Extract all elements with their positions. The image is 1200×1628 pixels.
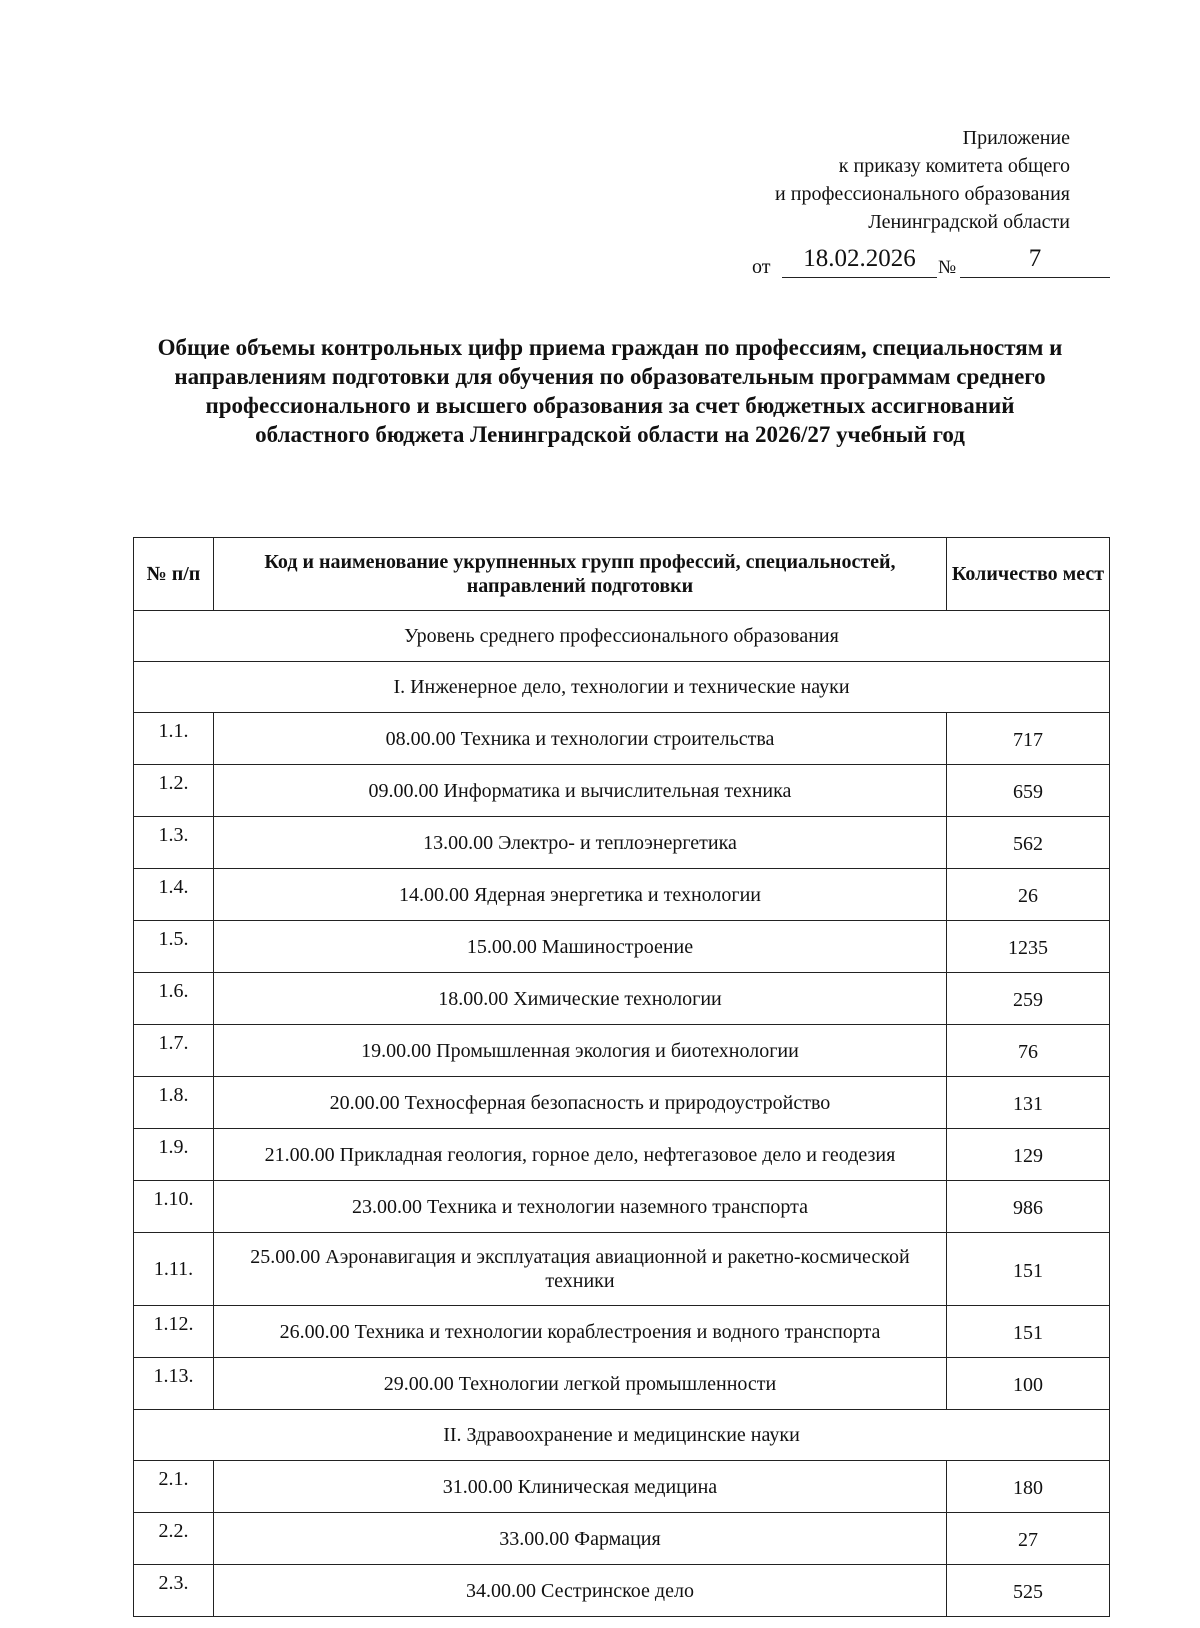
table-row xyxy=(134,1181,1110,1233)
group-row xyxy=(134,662,1110,713)
header-qty: Количество мест xyxy=(947,538,1110,611)
table-row xyxy=(134,973,1110,1025)
order-number-label: № xyxy=(938,257,957,278)
row-number: 1.5. xyxy=(134,921,214,973)
row-number: 1.9. xyxy=(134,1129,214,1181)
row-number: 1.4. xyxy=(134,869,214,921)
appendix-line-3: и профессионального образования xyxy=(775,183,1070,205)
appendix-header xyxy=(775,124,1070,236)
row-number: 1.3. xyxy=(134,817,214,869)
table-body xyxy=(134,611,1110,1617)
document-title: Общие объемы контрольных цифр приема граждан по профессиям, специальностям и направлениям подготовки для обучения по образовательным программам среднего профессионального и высшего образования за счет бюджетных ассигнований областного бюджета Ленинградской области на 2026/27 учебный год xyxy=(157,335,1063,447)
row-number: 1.10. xyxy=(134,1181,214,1233)
row-number: 1.12. xyxy=(134,1306,214,1358)
row-name: 19.00.00 Промышленная экология и биотехнологии xyxy=(213,1025,946,1077)
appendix-line-1: Приложение xyxy=(962,127,1070,149)
table-row xyxy=(134,1025,1110,1077)
header-name: Код и наименование укрупненных групп профессий, специальностей, направлений подготовки xyxy=(213,538,946,611)
row-quantity: 129 xyxy=(947,1129,1110,1181)
order-reference xyxy=(752,244,1110,282)
order-number: 7 xyxy=(960,244,1110,278)
order-from-label: от xyxy=(752,256,771,278)
row-quantity: 151 xyxy=(947,1306,1110,1358)
row-quantity: 26 xyxy=(947,869,1110,921)
row-quantity: 27 xyxy=(947,1513,1110,1565)
row-name: 13.00.00 Электро- и теплоэнергетика xyxy=(213,817,946,869)
row-quantity: 151 xyxy=(947,1233,1110,1306)
row-quantity: 1235 xyxy=(947,921,1110,973)
level-row xyxy=(134,611,1110,662)
row-quantity: 717 xyxy=(947,713,1110,765)
header-num: № п/п xyxy=(134,538,214,611)
row-quantity: 131 xyxy=(947,1077,1110,1129)
table-row xyxy=(134,921,1110,973)
row-quantity: 100 xyxy=(947,1358,1110,1410)
row-number: 2.2. xyxy=(134,1513,214,1565)
row-number: 1.6. xyxy=(134,973,214,1025)
table-row xyxy=(134,1077,1110,1129)
row-number: 2.1. xyxy=(134,1461,214,1513)
row-name: 08.00.00 Техника и технологии строительства xyxy=(213,713,946,765)
row-quantity: 180 xyxy=(947,1461,1110,1513)
row-name: 29.00.00 Технологии легкой промышленности xyxy=(213,1358,946,1410)
appendix-line-4: Ленинградской области xyxy=(868,211,1070,233)
row-quantity: 659 xyxy=(947,765,1110,817)
row-name: 21.00.00 Прикладная геология, горное дело, нефтегазовое дело и геодезия xyxy=(213,1129,946,1181)
row-name: 33.00.00 Фармация xyxy=(213,1513,946,1565)
level-title: Уровень среднего профессионального образования xyxy=(134,611,1110,662)
row-name: 31.00.00 Клиническая медицина xyxy=(213,1461,946,1513)
appendix-line-2: к приказу комитета общего xyxy=(838,155,1070,177)
table-row xyxy=(134,1306,1110,1358)
table-row xyxy=(134,1513,1110,1565)
table-row xyxy=(134,817,1110,869)
row-number: 2.3. xyxy=(134,1565,214,1617)
row-name: 26.00.00 Техника и технологии кораблестроения и водного транспорта xyxy=(213,1306,946,1358)
row-name: 34.00.00 Сестринское дело xyxy=(213,1565,946,1617)
row-quantity: 986 xyxy=(947,1181,1110,1233)
table-row xyxy=(134,1233,1110,1306)
row-name: 23.00.00 Техника и технологии наземного транспорта xyxy=(213,1181,946,1233)
admission-quota-table xyxy=(133,537,1110,1617)
table-row xyxy=(134,765,1110,817)
row-quantity: 562 xyxy=(947,817,1110,869)
table-row xyxy=(134,1461,1110,1513)
row-quantity: 259 xyxy=(947,973,1110,1025)
table-row xyxy=(134,1565,1110,1617)
table-row xyxy=(134,713,1110,765)
row-name: 09.00.00 Информатика и вычислительная техника xyxy=(213,765,946,817)
group-title: I. Инженерное дело, технологии и технические науки xyxy=(134,662,1110,713)
row-number: 1.11. xyxy=(134,1233,214,1306)
row-name: 20.00.00 Техносферная безопасность и природоустройство xyxy=(213,1077,946,1129)
row-number: 1.1. xyxy=(134,713,214,765)
row-number: 1.2. xyxy=(134,765,214,817)
group-title: II. Здравоохранение и медицинские науки xyxy=(134,1410,1110,1461)
row-quantity: 76 xyxy=(947,1025,1110,1077)
row-number: 1.7. xyxy=(134,1025,214,1077)
row-name: 14.00.00 Ядерная энергетика и технологии xyxy=(213,869,946,921)
order-date: 18.02.2026 xyxy=(782,244,937,278)
table-row xyxy=(134,1358,1110,1410)
row-number: 1.13. xyxy=(134,1358,214,1410)
table-header-row xyxy=(134,538,1110,611)
table-row xyxy=(134,869,1110,921)
row-name: 18.00.00 Химические технологии xyxy=(213,973,946,1025)
table-row xyxy=(134,1129,1110,1181)
group-row xyxy=(134,1410,1110,1461)
row-name: 15.00.00 Машиностроение xyxy=(213,921,946,973)
row-quantity: 525 xyxy=(947,1565,1110,1617)
row-name: 25.00.00 Аэронавигация и эксплуатация авиационной и ракетно-космической техники xyxy=(213,1233,946,1306)
row-number: 1.8. xyxy=(134,1077,214,1129)
